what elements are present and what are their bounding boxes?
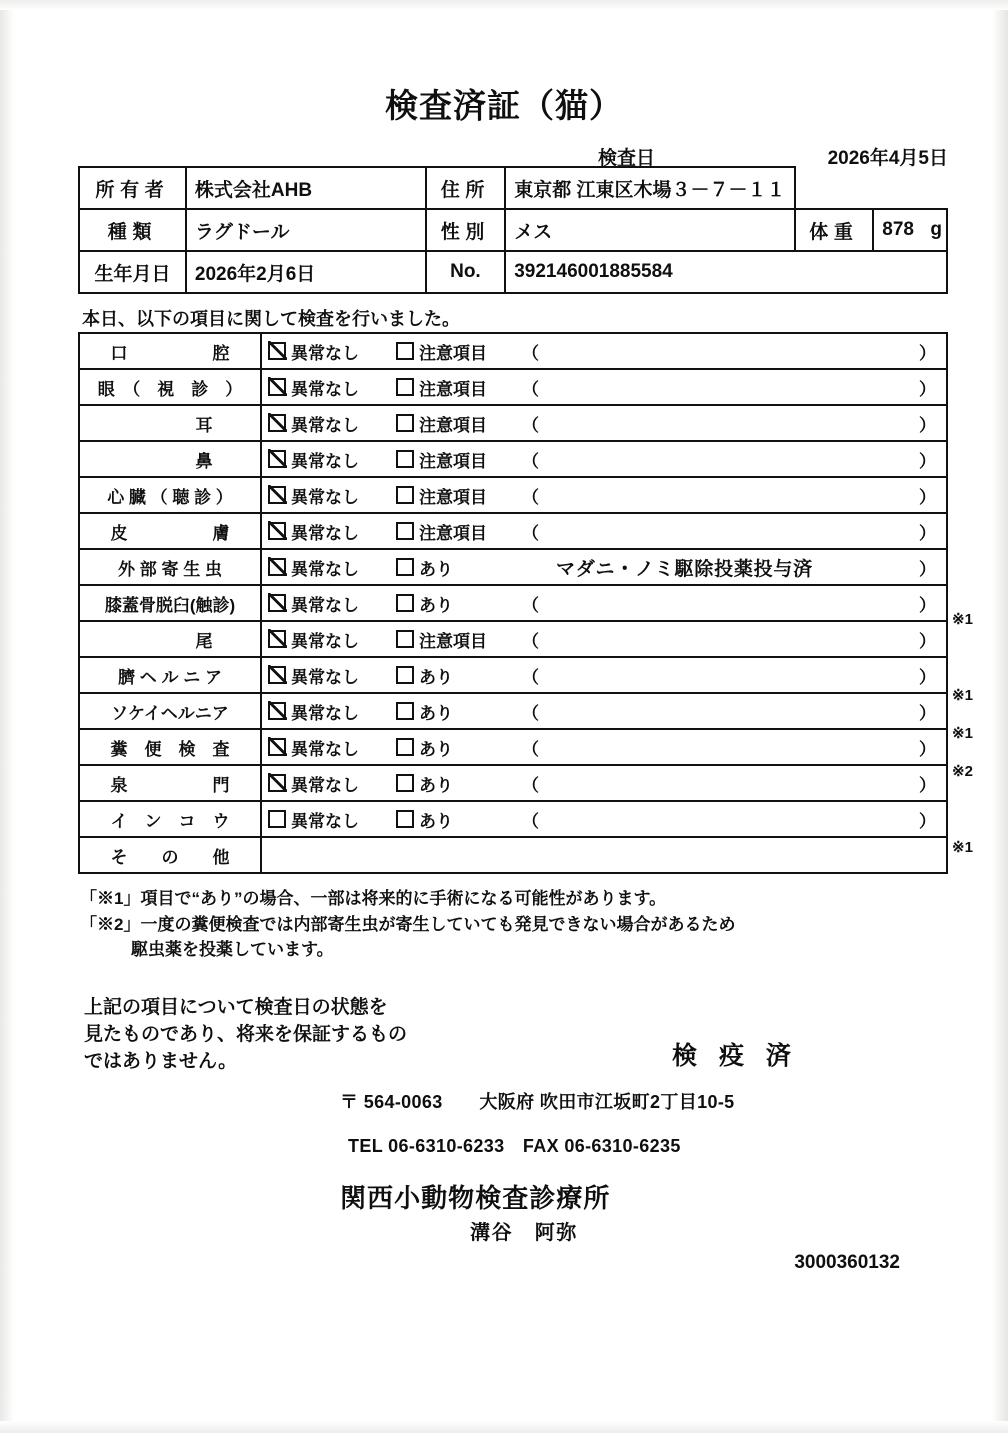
table-row xyxy=(79,513,947,549)
quarantine-stamp: 検 疫 済 xyxy=(672,1042,799,1070)
weight-value xyxy=(873,209,947,251)
checkbox-icon[interactable] xyxy=(396,810,414,828)
checkbox-icon[interactable] xyxy=(268,630,286,648)
item-label: 鼻 xyxy=(79,441,261,477)
scan-edge-right xyxy=(992,0,1008,1433)
remark-paren-close: ） xyxy=(919,379,936,399)
item-label: 外 部 寄 生 虫 xyxy=(79,549,261,585)
checkbox-icon[interactable] xyxy=(396,342,414,360)
item-options xyxy=(261,765,947,801)
inspection-items-table xyxy=(78,332,948,874)
remark-paren-open: （ xyxy=(522,739,539,759)
checkbox-label: 注意項目 xyxy=(419,379,487,399)
weight-number: 878 xyxy=(882,219,914,240)
checkbox-icon[interactable] xyxy=(268,702,286,720)
item-options xyxy=(261,693,947,729)
item-label: 臍 ヘ ル ニ ア xyxy=(79,657,261,693)
remark-paren-open: （ xyxy=(522,523,539,543)
no-value: 392146001885584 xyxy=(505,251,947,293)
checkbox-label: 異常なし xyxy=(291,703,359,723)
checkbox-label: 異常なし xyxy=(291,667,359,687)
checkbox-icon[interactable] xyxy=(268,522,286,540)
option-secondary-10[interactable] xyxy=(396,699,516,724)
checkbox-icon[interactable] xyxy=(268,810,286,828)
item-options xyxy=(261,405,947,441)
remark-paren-close: ） xyxy=(919,667,936,687)
remark-paren-open: （ xyxy=(522,379,539,399)
checkbox-icon[interactable] xyxy=(396,666,414,684)
scan-edge-bottom xyxy=(0,1421,1008,1433)
clinic-person-name: 溝谷 阿弥 xyxy=(470,1222,578,1244)
checkbox-icon[interactable] xyxy=(396,522,414,540)
checkbox-icon[interactable] xyxy=(396,414,414,432)
remark-paren-close: ） xyxy=(919,343,936,363)
table-row xyxy=(79,837,947,873)
table-row xyxy=(79,657,947,693)
table-row xyxy=(79,333,947,369)
table-row xyxy=(79,693,947,729)
item-options xyxy=(261,837,947,873)
weight-label: 体重 xyxy=(795,209,874,251)
checkbox-label: あり xyxy=(419,811,453,831)
checkbox-icon[interactable] xyxy=(268,378,286,396)
option-secondary-8[interactable] xyxy=(396,627,516,652)
option-normal-6[interactable] xyxy=(268,555,396,580)
checkbox-label: 異常なし xyxy=(291,379,359,399)
checkbox-icon[interactable] xyxy=(268,450,286,468)
checkbox-icon[interactable] xyxy=(396,594,414,612)
clinic-postal-address: 〒 564-0063 大阪府 吹田市江坂町2丁目10-5 xyxy=(340,1092,735,1112)
footnote-marker: ※1 xyxy=(952,611,973,628)
table-row xyxy=(79,369,947,405)
item-options xyxy=(261,585,947,621)
option-secondary-11[interactable] xyxy=(396,735,516,760)
option-secondary-7[interactable] xyxy=(396,591,516,616)
item-label: 皮 膚 xyxy=(79,513,261,549)
remark-paren-open: （ xyxy=(522,775,539,795)
option-normal-7[interactable] xyxy=(268,591,396,616)
checkbox-label: あり xyxy=(419,559,453,579)
option-normal-2[interactable] xyxy=(268,411,396,436)
sex-label: 性別 xyxy=(426,209,506,251)
checkbox-label: 異常なし xyxy=(291,775,359,795)
scan-edge-top xyxy=(0,0,1008,10)
remark-paren-open: （ xyxy=(522,343,539,363)
owner-label: 所有者 xyxy=(79,167,186,209)
checkbox-label: あり xyxy=(419,775,453,795)
item-label: ソケイヘルニア xyxy=(79,693,261,729)
checkbox-label: 異常なし xyxy=(291,811,359,831)
table-row xyxy=(79,251,947,293)
remark-paren-close: ） xyxy=(919,487,936,507)
checkbox-label: あり xyxy=(419,739,453,759)
option-normal-12[interactable] xyxy=(268,771,396,796)
footnote-marker: ※2 xyxy=(952,763,973,780)
table-row xyxy=(79,477,947,513)
item-label: 膝蓋骨脱臼(触診) xyxy=(79,585,261,621)
option-normal-11[interactable] xyxy=(268,735,396,760)
remark-paren-close: ） xyxy=(919,775,936,795)
remark-paren-open: （ xyxy=(522,703,539,723)
remark-paren-close: ） xyxy=(919,595,936,615)
table-row xyxy=(79,585,947,621)
no-label: No. xyxy=(426,251,506,293)
option-secondary-13[interactable] xyxy=(396,807,516,832)
footnotes xyxy=(80,886,735,963)
checkbox-label: 注意項目 xyxy=(419,343,487,363)
item-options xyxy=(261,801,947,837)
exam-note: 本日、以下の項目に関して検査を行いました。 xyxy=(82,309,460,329)
checkbox-label: 異常なし xyxy=(291,343,359,363)
breed-value: ラグドール xyxy=(186,209,426,251)
checkbox-label: 注意項目 xyxy=(419,415,487,435)
option-normal-3[interactable] xyxy=(268,447,396,472)
checkbox-icon[interactable] xyxy=(268,774,286,792)
checkbox-icon[interactable] xyxy=(396,378,414,396)
footnote-marker: ※1 xyxy=(952,839,973,856)
document-number: 3000360132 xyxy=(794,1252,900,1273)
checkbox-icon[interactable] xyxy=(268,342,286,360)
statement-line-2: 見たものであり、将来を保証するもの xyxy=(84,1023,408,1045)
remark-paren-open: （ xyxy=(522,415,539,435)
item-options xyxy=(261,657,947,693)
weight-unit: g xyxy=(930,219,942,240)
checkbox-icon[interactable] xyxy=(268,558,286,576)
checkbox-icon[interactable] xyxy=(268,486,286,504)
item-label: そ の 他 xyxy=(79,837,261,873)
option-secondary-6[interactable] xyxy=(396,555,516,580)
checkbox-label: 注意項目 xyxy=(419,631,487,651)
option-normal-5[interactable] xyxy=(268,519,396,544)
table-row xyxy=(79,729,947,765)
checkbox-icon[interactable] xyxy=(396,558,414,576)
remark-paren-open: （ xyxy=(522,595,539,615)
option-normal-10[interactable] xyxy=(268,699,396,724)
item-label: 口 腔 xyxy=(79,333,261,369)
statement-line-3: ではありません。 xyxy=(84,1050,238,1072)
item-label: 泉 門 xyxy=(79,765,261,801)
option-secondary-0[interactable] xyxy=(396,339,516,364)
checkbox-icon[interactable] xyxy=(268,738,286,756)
remark-paren-close: ） xyxy=(919,703,936,723)
statement-line-1: 上記の項目について検査日の状態を xyxy=(84,997,388,1018)
table-row xyxy=(79,209,947,251)
sex-value: メス xyxy=(505,209,794,251)
birth-label: 生年月日 xyxy=(79,251,186,293)
option-secondary-1[interactable] xyxy=(396,375,516,400)
checkbox-icon[interactable] xyxy=(396,774,414,792)
checkbox-label: 異常なし xyxy=(291,415,359,435)
option-normal-1[interactable] xyxy=(268,375,396,400)
checkbox-label: あり xyxy=(419,595,453,615)
remark-paren-close: ） xyxy=(919,631,936,651)
remark-paren-close: ） xyxy=(919,415,936,435)
footnote-2: 「※2」一度の糞便検査では内部寄生虫が寄生していても発見できない場合があるため xyxy=(80,914,736,934)
remark-paren-close: ） xyxy=(919,451,936,471)
scan-edge-left xyxy=(0,0,14,1433)
footnote-3: 駆虫薬を投薬しています。 xyxy=(80,940,334,959)
option-normal-9[interactable] xyxy=(268,663,396,688)
address-label: 住所 xyxy=(426,167,506,209)
checkbox-icon[interactable] xyxy=(268,594,286,612)
remark-paren-open: （ xyxy=(522,811,539,831)
item-label: 心 臓 （ 聴 診 ） xyxy=(79,477,261,513)
option-secondary-3[interactable] xyxy=(396,447,516,472)
checkbox-icon[interactable] xyxy=(396,702,414,720)
item-options xyxy=(261,729,947,765)
remark-paren-close: ） xyxy=(919,811,936,831)
checkbox-icon[interactable] xyxy=(396,738,414,756)
checkbox-label: あり xyxy=(419,703,453,723)
checkbox-icon[interactable] xyxy=(396,486,414,504)
checkbox-label: 注意項目 xyxy=(419,451,487,471)
table-row xyxy=(79,441,947,477)
item-options xyxy=(261,621,947,657)
birth-value: 2026年2月6日 xyxy=(186,251,426,293)
table-row xyxy=(79,405,947,441)
footnote-marker: ※1 xyxy=(952,687,973,704)
table-row xyxy=(79,549,947,585)
checkbox-icon[interactable] xyxy=(396,450,414,468)
footnote-1: 「※1」項目で“あり”の場合、一部は将来的に手術になる可能性があります。 xyxy=(80,889,667,908)
remark-paren-open: （ xyxy=(522,631,539,651)
item-label: 眼 （ 視 診 ） xyxy=(79,369,261,405)
exam-date-value: 2026年4月5日 xyxy=(827,148,948,169)
remark-paren-open: （ xyxy=(522,487,539,507)
exam-date-label: 検査日 xyxy=(598,148,656,169)
item-label: イ ン コ ウ xyxy=(79,801,261,837)
item-options xyxy=(261,513,947,549)
option-secondary-9[interactable] xyxy=(396,663,516,688)
page-title: 検査済証（猫） xyxy=(385,87,623,124)
remark-paren-close: ） xyxy=(919,523,936,543)
checkbox-label: 異常なし xyxy=(291,451,359,471)
table-row xyxy=(79,801,947,837)
remark-paren-close: ） xyxy=(919,559,936,579)
table-row xyxy=(79,167,947,209)
checkbox-icon[interactable] xyxy=(396,630,414,648)
checkbox-icon[interactable] xyxy=(268,414,286,432)
item-options xyxy=(261,369,947,405)
header-table xyxy=(78,166,948,294)
remark-paren-open: （ xyxy=(522,451,539,471)
item-options xyxy=(261,549,947,585)
option-secondary-5[interactable] xyxy=(396,519,516,544)
breed-label: 種類 xyxy=(79,209,186,251)
checkbox-label: 異常なし xyxy=(291,631,359,651)
checkbox-label: 注意項目 xyxy=(419,523,487,543)
item-label: 尾 xyxy=(79,621,261,657)
item-label: 糞 便 検 査 xyxy=(79,729,261,765)
checkbox-label: 異常なし xyxy=(291,559,359,579)
option-normal-8[interactable] xyxy=(268,627,396,652)
item-options xyxy=(261,477,947,513)
clinic-telephone: TEL 06-6310-6233 FAX 06-6310-6235 xyxy=(348,1136,681,1156)
item-options xyxy=(261,441,947,477)
item-options xyxy=(261,333,947,369)
remark-paren-open: （ xyxy=(522,667,539,687)
option-secondary-12[interactable] xyxy=(396,771,516,796)
footnote-marker: ※1 xyxy=(952,725,973,742)
option-secondary-4[interactable] xyxy=(396,483,516,508)
statement-block xyxy=(84,995,407,1076)
checkbox-icon[interactable] xyxy=(268,666,286,684)
address-value: 東京都 江東区木場３－７－１１ xyxy=(505,167,794,209)
checkbox-label: 注意項目 xyxy=(419,487,487,507)
checkbox-label: 異常なし xyxy=(291,739,359,759)
checkbox-label: 異常なし xyxy=(291,487,359,507)
item-label: 耳 xyxy=(79,405,261,441)
remark-paren-close: ） xyxy=(919,739,936,759)
checkbox-label: 異常なし xyxy=(291,595,359,615)
table-row xyxy=(79,765,947,801)
option-secondary-2[interactable] xyxy=(396,411,516,436)
option-normal-13[interactable] xyxy=(268,807,396,832)
clinic-name: 関西小動物検査診療所 xyxy=(340,1183,611,1213)
owner-value: 株式会社AHB xyxy=(186,167,426,209)
table-row xyxy=(79,621,947,657)
option-normal-4[interactable] xyxy=(268,483,396,508)
checkbox-label: 異常なし xyxy=(291,523,359,543)
item-remark: マダニ・ノミ駆除投薬投与済 xyxy=(556,558,813,580)
checkbox-label: あり xyxy=(419,667,453,687)
option-normal-0[interactable] xyxy=(268,339,396,364)
